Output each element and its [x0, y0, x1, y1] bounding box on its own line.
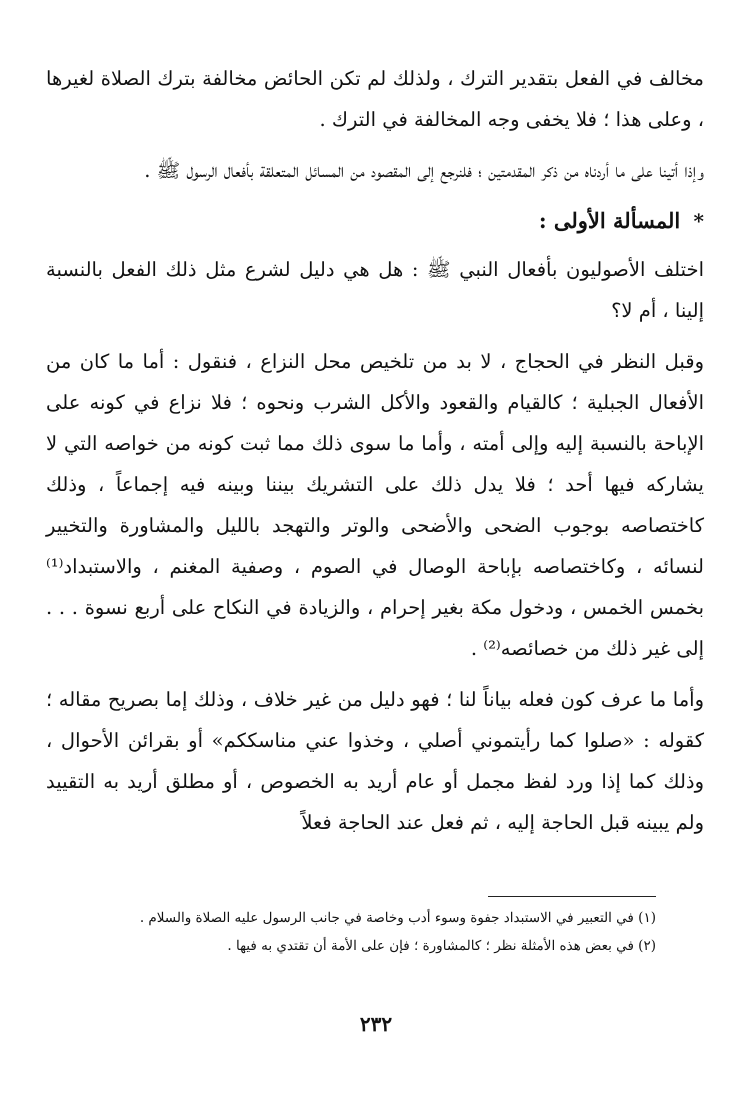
footnotes	[96, 904, 656, 960]
footnote-2: (٢) في بعض هذه الأمثلة نظر ؛ كالمشاورة ؛ فإن على الأمة أن تقتدي به فيها .	[227, 938, 656, 954]
paragraph-1: مخالف في الفعل بتقدير الترك ، ولذلك لم تكن الحائض مخالفة بترك الصلاة لغيرها ، وعلى هذا ؛ فلا يخفى وجه المخالفة في الترك .	[46, 67, 704, 131]
footnote-separator	[488, 896, 656, 897]
footnote-1: (١) في التعبير في الاستبداد جفوة وسوء أدب وخاصة في جانب الرسول عليه الصلاة والسلام .	[139, 910, 656, 926]
star-icon: *	[693, 209, 704, 233]
paragraph-5: وأما ما عرف كون فعله بياناً لنا ؛ فهو دليل من غير خلاف ، وذلك إما بصريح مقاله ؛ كقوله : «صلوا كما رأيتموني أصلي ، وخذوا عني مناسككم» أو بقرائن الأحوال ، وذلك كما إذا ورد لفظ مجمل أو عام أريد به الخصوص ، أو مطلق أريد به التقييد ولم يبينه قبل الحاجة إليه ، ثم فعل عند الحاجة فعلاً	[46, 688, 704, 834]
section-heading	[46, 201, 704, 241]
paragraph-3: اختلف الأصوليون بأفعال النبي ﷺ : هل هي دليل لشرع مثل ذلك الفعل بالنسبة إلينا ، أم لا؟	[46, 258, 704, 322]
page-body	[46, 58, 704, 853]
section-heading-text: المسألة الأولى :	[538, 208, 681, 233]
paragraph-2: وإذا أتينا على ما أردناه من ذكر المقدمتين ؛ فلنرجع إلى المقصود من المسائل المتعلقة بأفعال الرسول ﷺ .	[144, 159, 704, 182]
page-number: ٢٣٢	[359, 1012, 393, 1036]
paragraph-4: وقبل النظر في الحجاج ، لا بد من تلخيص محل النزاع ، فنقول : أما ما كان من الأفعال الجبلية ؛ كالقيام والقعود والأكل الشرب ونحوه ؛ فلا نزاع في كونه على الإباحة بالنسبة إليه وإلى أمته ، وأما ما سوى ذلك مما ثبت كونه من خواصه التي لا يشاركه فيها أحد ؛ فلا يدل ذلك على التشريك بيننا وبينه فيه إجماعاً ، وذلك كاختصاصه بوجوب الضحى والأضحى والوتر والتهجد بالليل والمشاورة والتخيير لنسائه ، وكاختصاصه بإباحة الوصال في الصوم ، وصفية المغنم ، والاستبداد⁽¹⁾ بخمس الخمس ، ودخول مكة بغير إحرام ، والزيادة في النكاح على أربع نسوة . . . إلى غير ذلك من خصائصه⁽²⁾ .	[46, 350, 704, 660]
